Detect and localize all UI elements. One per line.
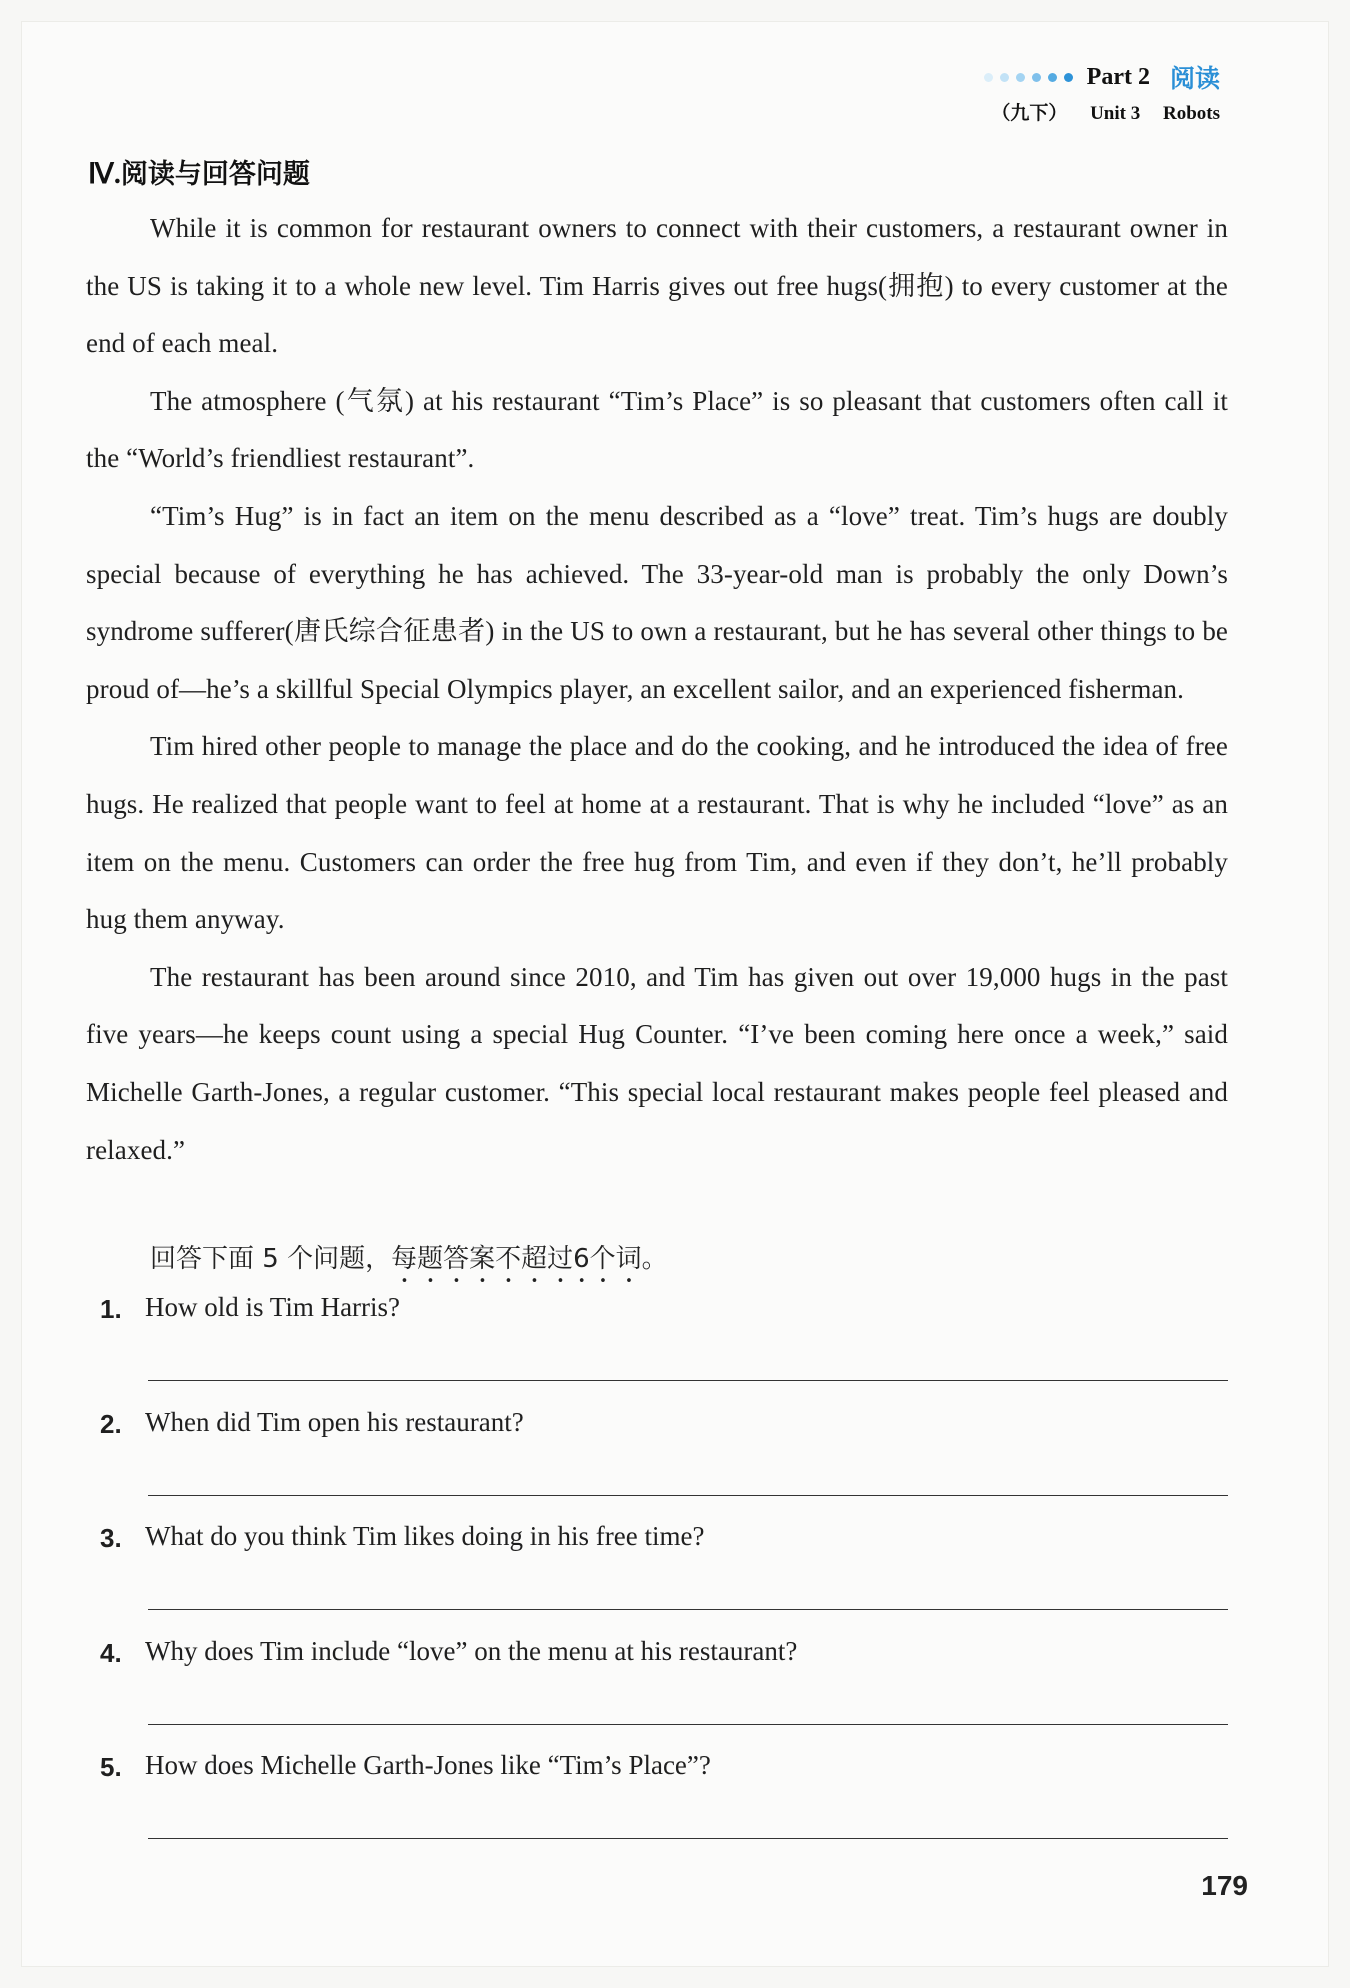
dot-4 bbox=[1032, 73, 1041, 82]
unit-label: Unit 3 bbox=[1090, 103, 1141, 124]
question-number: 3. bbox=[100, 1523, 122, 1553]
answer-line[interactable] bbox=[148, 1838, 1228, 1839]
question-number: 1. bbox=[100, 1294, 122, 1324]
section-title bbox=[88, 152, 310, 191]
question-number: 5. bbox=[100, 1752, 122, 1782]
reading-passage bbox=[86, 200, 1228, 1179]
topic-label: Robots bbox=[1162, 103, 1220, 124]
question-item bbox=[100, 1634, 1230, 1749]
question-item bbox=[100, 1405, 1230, 1520]
dot-5 bbox=[1048, 73, 1057, 82]
section-label: 阅读 bbox=[1169, 64, 1220, 93]
question-text: How does Michelle Garth-Jones like “Tim’s Place”? bbox=[145, 1750, 711, 1780]
answer-line[interactable] bbox=[148, 1495, 1228, 1496]
passage-paragraph-4: Tim hired other people to manage the place and do the cooking, and he introduced the idea of free hugs. He realized that people want to feel at home at a restaurant. That is why he included “love” as an item on the menu. Customers can order the free hug from Tim, and even if they don’t, he’ll probably hug them anyway. bbox=[86, 731, 1228, 935]
instruction bbox=[150, 1238, 668, 1289]
instruction-emphasis: 每题答案不超过6个词 bbox=[391, 1244, 642, 1274]
answer-line[interactable] bbox=[148, 1724, 1228, 1725]
page-header bbox=[984, 60, 1220, 125]
question-number: 4. bbox=[100, 1637, 122, 1668]
dot-1 bbox=[984, 73, 993, 82]
dot-3 bbox=[1016, 73, 1025, 82]
question-text: When did Tim open his restaurant? bbox=[145, 1406, 524, 1437]
passage-paragraph-3: “Tim’s Hug” is in fact an item on the menu described as a “love” treat. Tim’s hugs are doubly special because of everything he has achieved. The 33-year-old man is probably the only Down’s syndrome sufferer(唐氏综合征患者) in the US to own a restaurant, but he has several other things to be proud of—he’s a skillful Special Olympics player, an excellent sailor, and an experienced fisherman. bbox=[86, 500, 1228, 704]
instruction-prefix: 回答下面 5 个问题， bbox=[150, 1244, 392, 1274]
dot-6 bbox=[1064, 73, 1073, 82]
instruction-suffix: 。 bbox=[641, 1244, 668, 1274]
question-text: What do you think Tim likes doing in his free time? bbox=[145, 1521, 705, 1551]
question-item bbox=[100, 1519, 1230, 1634]
passage-paragraph-1: While it is common for restaurant owners to connect with their customers, a restaurant owner in the US is taking it to a whole new level. Tim Harris gives out free hugs(拥抱) to every customer at the end of each meal. bbox=[86, 213, 1228, 359]
question-text: Why does Tim include “love” on the menu at his restaurant? bbox=[145, 1635, 798, 1666]
question-item bbox=[100, 1290, 1230, 1405]
question-text: How old is Tim Harris? bbox=[145, 1292, 401, 1322]
page-number: 179 bbox=[1201, 1870, 1248, 1901]
grade-label: （九下） bbox=[991, 103, 1068, 124]
answer-line[interactable] bbox=[148, 1609, 1228, 1610]
passage-paragraph-2: The atmosphere (气氛) at his restaurant “Tim’s Place” is so pleasant that customers often call it the “World’s friendliest restaurant”. bbox=[86, 385, 1228, 474]
part-label: Part 2 bbox=[1086, 63, 1150, 90]
question-item bbox=[100, 1748, 1230, 1863]
question-list bbox=[100, 1290, 1230, 1863]
section-numeral: Ⅳ. bbox=[88, 159, 121, 190]
decorative-dots bbox=[984, 73, 1073, 82]
dot-2 bbox=[1000, 73, 1009, 82]
section-title-text: 阅读与回答问题 bbox=[120, 159, 310, 190]
question-number: 2. bbox=[100, 1408, 122, 1439]
passage-paragraph-5: The restaurant has been around since 2010, and Tim has given out over 19,000 hugs in the past five years—he keeps count using a special Hug Counter. “I’ve been coming here once a week,” said Michelle Garth-Jones, a regular customer. “This special local restaurant makes people feel pleased and relaxed.” bbox=[86, 961, 1228, 1165]
answer-line[interactable] bbox=[148, 1380, 1228, 1381]
